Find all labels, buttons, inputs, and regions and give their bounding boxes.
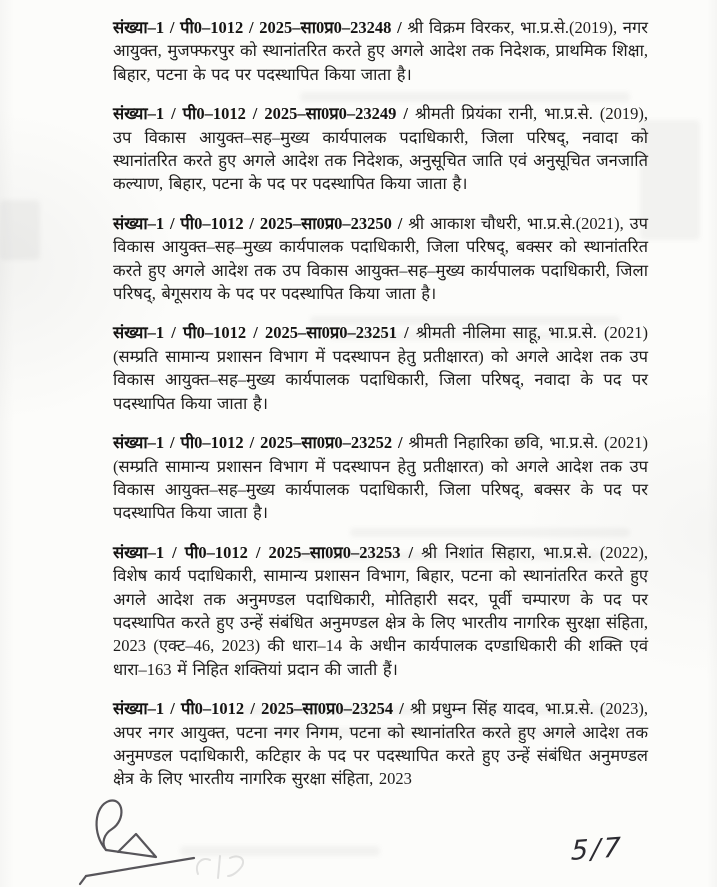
order-paragraph-23254 — [113, 697, 648, 791]
handwritten-page-number: 5/7 — [570, 832, 624, 867]
order-paragraph-23252 — [113, 431, 648, 525]
order-reference-number: संख्या–1 / पी0–1012 / 2025–सा0प्र0–23251 / — [113, 323, 416, 343]
order-text: श्रीमती निहारिका छवि, भा.प्र.से. (2021) (सम्प्रति सामान्य प्रशासन विभाग में पदस्थापन हेतु प्रतीक्षारत) को अगले आदेश तक उप विकास आयुक्त–सह–मुख्य कार्यपालक पदाधिकारी, जिला परिषद्, बक्सर के पद पर पदस्थापित किया जाता है। — [113, 433, 648, 523]
bleedthrough-artifact — [640, 120, 700, 240]
order-reference-number: संख्या–1 / पी0–1012 / 2025–सा0प्र0–23253 / — [113, 542, 422, 562]
order-text: श्रीमती प्रियंका रानी, भा.प्र.से. (2019), उप विकास आयुक्त–सह–मुख्य कार्यपालक पदाधिकारी, जिला परिषद्, नवादा को स्थानांतरित करते हुए अगले आदेश तक निदेशक, अनुसूचित जाति एवं अनुसूचित जनजाति कल्याण, बिहार, पटना के पद पर पदस्थापित किया जाता है। — [113, 104, 648, 194]
order-paragraph-23248 — [113, 16, 648, 86]
order-text: श्री प्रधुम्न सिंह यादव, भा.प्र.से. (2023), अपर नगर आयुक्त, पटना नगर निगम, पटना को स्थानांतरित करते हुए अगले आदेश तक अनुमण्डल पदाधिकारी, कटिहार के पद पर पदस्थापित करते हुए उन्हें संबंधित अनुमण्डल क्षेत्र के लिए भारतीय नागरिक सुरक्षा संहिता, 2023 — [113, 699, 648, 789]
bleedthrough-artifact — [0, 200, 40, 260]
order-paragraph-23250 — [113, 212, 648, 306]
order-paragraph-23253 — [113, 541, 648, 681]
document-body — [113, 16, 648, 807]
order-paragraph-23251 — [113, 321, 648, 415]
order-text: श्रीमती नीलिमा साहू, भा.प्र.से. (2021) (सम्प्रति सामान्य प्रशासन विभाग में पदस्थापन हेतु प्रतीक्षारत) को अगले आदेश तक उप विकास आयुक्त–सह–मुख्य कार्यपालक पदाधिकारी, जिला परिषद्, नवादा के पद पर पदस्थापित किया जाता है। — [113, 323, 648, 413]
order-reference-number: संख्या–1 / पी0–1012 / 2025–सा0प्र0–23248 / — [113, 18, 408, 37]
order-text: श्री विक्रम विरकर, भा.प्र.से.(2019), नगर आयुक्त, मुजफ्फरपुर को स्थानांतरित करते हुए अगले आदेश तक निदेशक, प्राथमिक शिक्षा, बिहार, पटना के पद पर पदस्थापित किया जाता है। — [113, 18, 648, 84]
order-paragraph-23249 — [113, 102, 648, 196]
order-reference-number: संख्या–1 / पी0–1012 / 2025–सा0प्र0–23254 / — [113, 699, 411, 719]
order-reference-number: संख्या–1 / पी0–1012 / 2025–सा0प्र0–23252 / — [113, 433, 409, 453]
order-reference-number: संख्या–1 / पी0–1012 / 2025–सा0प्र0–23249 / — [113, 104, 415, 124]
bleedthrough-scribble — [186, 852, 256, 882]
order-reference-number: संख्या–1 / पी0–1012 / 2025–सा0प्र0–23250 / — [113, 213, 409, 233]
order-text: श्री निशांत सिहारा, भा.प्र.से. (2022), विशेष कार्य पदाधिकारी, सामान्य प्रशासन विभाग, बिहार, पटना को स्थानांतरित करते हुए अगले आदेश तक अनुमण्डल पदाधिकारी, मोतिहारी सदर, पूर्वी चम्पारण के पद पर पदस्थापित करते हुए उन्हें संबंधित अनुमण्डल क्षेत्र के लिए भारतीय नागरिक सुरक्षा संहिता, 2023 (एक्ट–46, 2023) की धारा–14 के अधीन कार्यपालक दण्डाधिकारी की शक्ति एवं धारा–163 में निहित शक्तियां प्रदान की जाती हैं। — [113, 542, 648, 679]
order-text: श्री आकाश चौधरी, भा.प्र.से.(2021), उप विकास आयुक्त–सह–मुख्य कार्यपालक पदाधिकारी, जिला परिषद्, बक्सर को स्थानांतरित करते हुए अगले आदेश तक उप विकास आयुक्त–सह–मुख्य कार्यपालक पदाधिकारी, जिला परिषद्, बेगूसराय के पद पर पदस्थापित किया जाता है। — [113, 213, 648, 304]
